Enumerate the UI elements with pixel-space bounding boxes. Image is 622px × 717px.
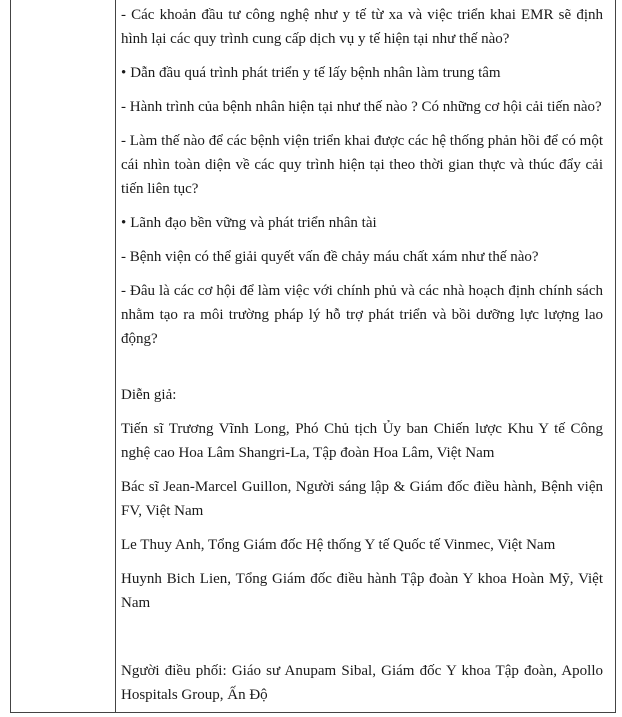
agenda-topic: • Lãnh đạo bền vững và phát triển nhân tài xyxy=(121,211,603,235)
spacer xyxy=(121,625,603,659)
speaker-entry: Bác sĩ Jean-Marcel Guillon, Người sáng lập & Giám đốc điều hành, Bệnh viện FV, Việt Nam xyxy=(121,479,603,519)
agenda-question: - Làm thế nào để các bệnh viện triển khai được các hệ thống phản hồi để có một cái nhìn toàn diện về các quy trình hiện tại theo thời gian thực và thúc đẩy cải tiến liên tục? xyxy=(121,133,603,197)
agenda-question: - Đâu là các cơ hội để làm việc với chính phủ và các nhà hoạch định chính sách nhằm tạo ra môi trường pháp lý hỗ trợ phát triển và bồi dưỡng lực lượng lao động? xyxy=(121,283,603,347)
spacer xyxy=(121,361,603,383)
speaker-entry: Le Thuy Anh, Tổng Giám đốc Hệ thống Y tế Quốc tế Vinmec, Việt Nam xyxy=(121,537,556,553)
moderator-entry: Người điều phối: Giáo sư Anupam Sibal, Giám đốc Y khoa Tập đoàn, Apollo Hospitals Group, Ấn Độ xyxy=(121,663,603,703)
agenda-content-cell xyxy=(121,3,603,717)
agenda-question: - Hành trình của bệnh nhân hiện tại như thế nào ? Có những cơ hội cải tiến nào? xyxy=(121,99,602,115)
speaker-entry: Tiến sĩ Trương Vĩnh Long, Phó Chủ tịch Ủy ban Chiến lược Khu Y tế Công nghệ cao Hoa Lâm Shangri-La, Tập đoàn Hoa Lâm, Việt Nam xyxy=(121,421,603,461)
speakers-heading: Diễn giả: xyxy=(121,387,177,403)
speaker-entry: Huynh Bich Lien, Tổng Giám đốc điều hành Tập đoàn Y khoa Hoàn Mỹ, Việt Nam xyxy=(121,571,603,611)
agenda-topic: • Dẫn đầu quá trình phát triển y tế lấy bệnh nhân làm trung tâm xyxy=(121,61,603,85)
column-divider xyxy=(115,0,116,713)
agenda-question: - Bệnh viện có thể giải quyết vấn đề chảy máu chất xám như thế nào? xyxy=(121,249,539,265)
agenda-question: - Các khoản đầu tư công nghệ như y tế từ xa và việc triển khai EMR sẽ định hình lại các quy trình cung cấp dịch vụ y tế hiện tại như thế nào? xyxy=(121,7,603,47)
